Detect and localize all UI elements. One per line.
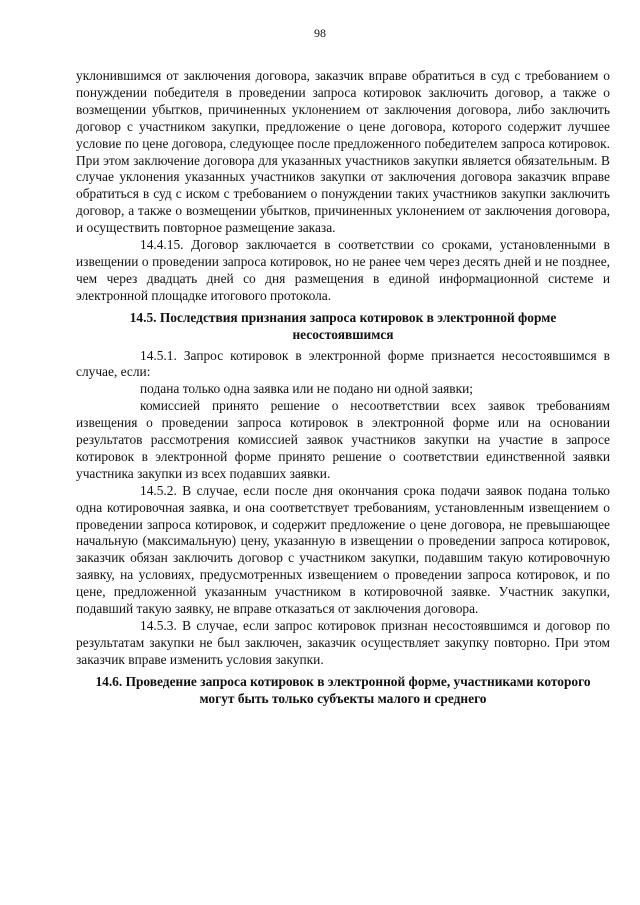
paragraph: уклонившимся от заключения договора, заказчик вправе обратиться в суд с требованием о понуждении победителя в проведении запроса котировок заключить договор, а также о возмещении убытков, причиненных уклонением от заключения договора, либо заключить договор с участником закупки, предложение о цене договора, которого содержит лучшее условие по цене договора, следующее после предложенного победителем запроса котировок. При этом заключение договора для указанных участников закупки является обязательным. В случае уклонения указанных участников закупки от заключения договора заказчик вправе обратиться в суд с иском с требованием о понуждении таких участников закупки заключить договор, а также о возмещении убытков, причиненных уклонением от заключения договора, и осуществить повторное размещение заказа.	[76, 68, 610, 236]
paragraph-14-5-3: 14.5.3. В случае, если запрос котировок признан несостоявшимся и договор по результатам закупки не был заключен, заказчик осуществляет закупку повторно. При этом заказчик вправе изменить условия закупки.	[76, 618, 610, 667]
list-item-condition-1: подана только одна заявка или не подано ни одной заявки;	[140, 381, 473, 397]
list-item-condition-2: комиссией принято решение о несоответствии всех заявок требованиям извещения о проведении запроса котировок в электронной форме или на основании результатов рассмотрения комиссией заявок участников закупки на участие в запросе котировок в электронной форме принято решение о соответствии единственной заявки участника закупки из всех подавших заявки.	[76, 398, 610, 481]
page-number: 98	[314, 26, 326, 40]
page-content	[76, 68, 610, 712]
section-heading-14-5: 14.5. Последствия признания запроса котировок в электронной форме несостоявшимся	[129, 309, 557, 342]
paragraph-14-5-2: 14.5.2. В случае, если после дня окончания срока подачи заявок подана только одна котировочная заявка, и она соответствует требованиям, установленным извещением о проведении запроса котировок, и содержит предложение о цене договора, не превышающее начальную (максимальную) цену, указанную в извещении о проведении запроса котировок, заказчик обязан заключить договор с участником закупки, подавшим такую котировочную заявку, на условиях, предусмотренных извещением о проведении запроса котировок, и по цене, предложенной указанным участником в котировочной заявке. Участник закупки, подавший такую заявку, не вправе отказаться от заключения договора.	[76, 482, 610, 617]
paragraph-14-4-15: 14.4.15. Договор заключается в соответствии со сроками, установленными в извещении о проведении запроса котировок, но не ранее чем через десять дней и не позднее, чем через двадцать дней со дня размещения в единой информационной системе и электронной площадке итогового протокола.	[76, 237, 610, 303]
section-heading-14-6: 14.6. Проведение запроса котировок в электронной форме, участниками которого могут быть только субъекты малого и среднего	[95, 673, 591, 706]
paragraph-14-5-1: 14.5.1. Запрос котировок в электронной форме признается несостоявшимся в случае, если:	[76, 347, 610, 380]
